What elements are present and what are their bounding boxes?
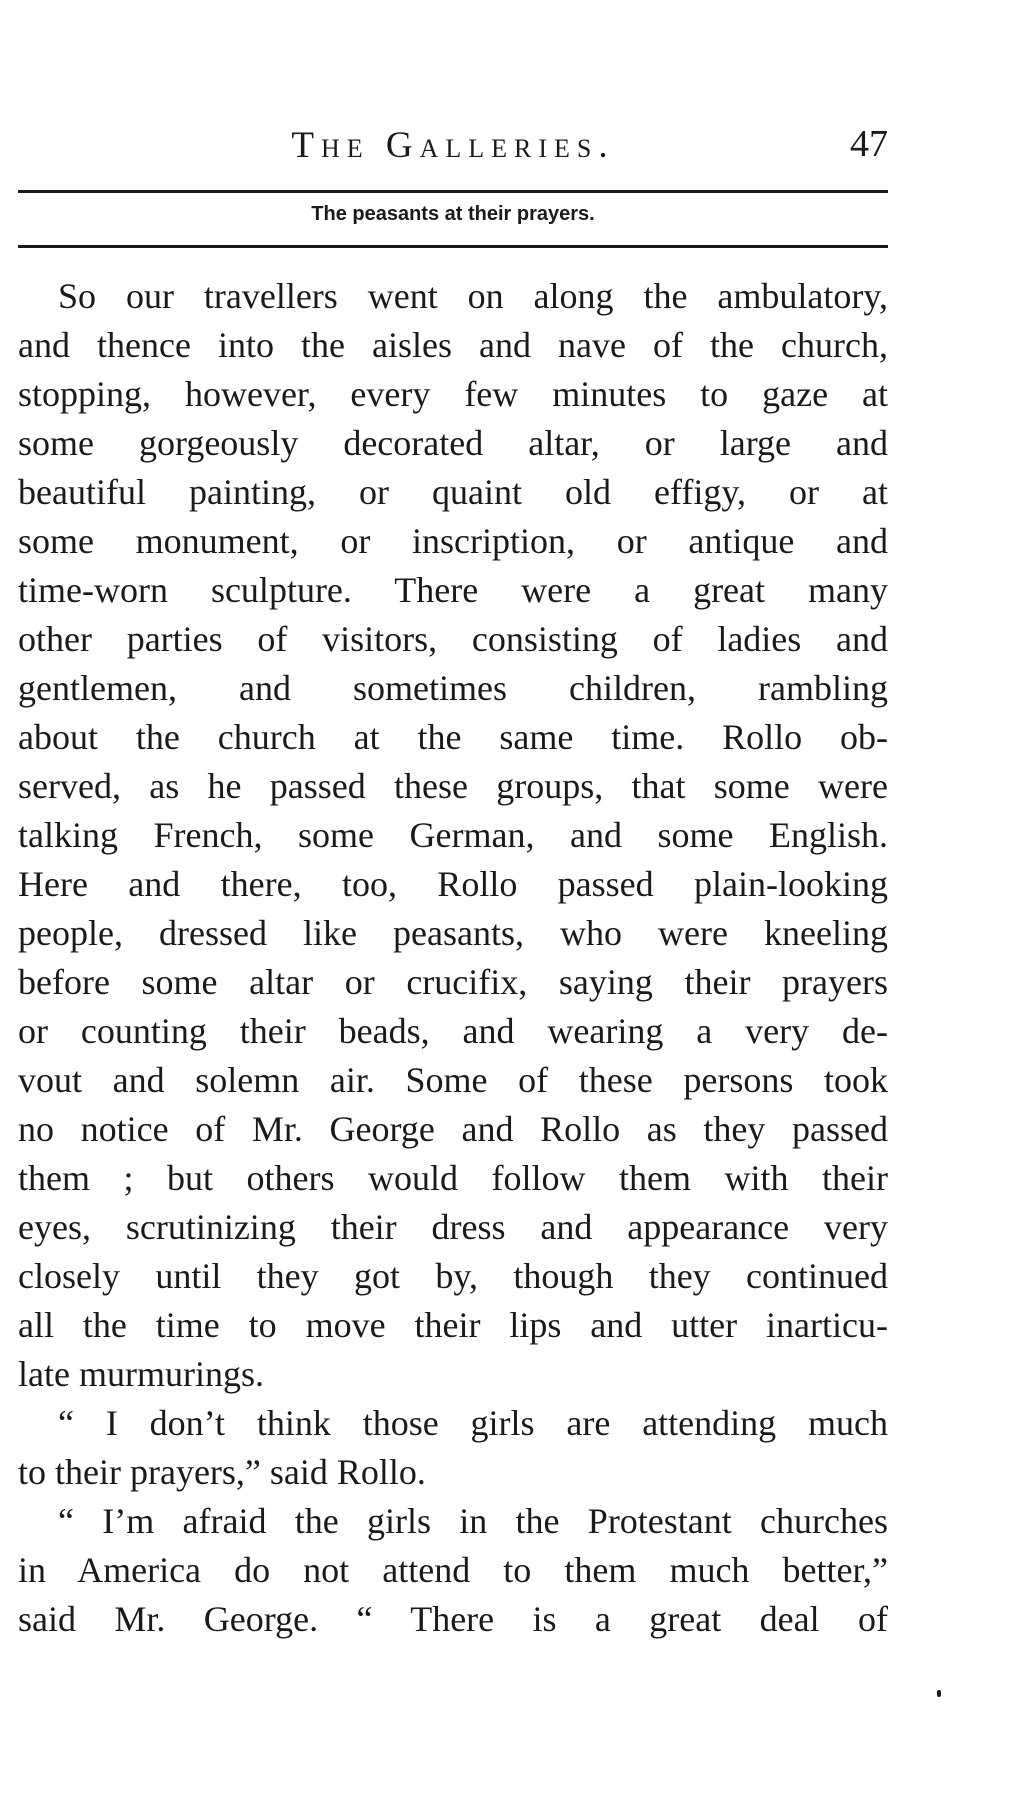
paragraph-2	[18, 1399, 888, 1497]
body-text	[18, 272, 888, 1644]
text-line: some gorgeously decorated altar, or large and	[18, 423, 888, 463]
text-line: late murmurings.	[18, 1354, 264, 1394]
text-line: other parties of visitors, consisting of ladies and	[18, 619, 888, 659]
text-line: people, dressed like peasants, who were kneeling	[18, 913, 888, 953]
text-line: So our travellers went on along the ambulatory,	[58, 276, 888, 316]
paragraph-1	[18, 272, 888, 1399]
ink-speck	[937, 1690, 941, 1697]
text-line: before some altar or crucifix, saying their prayers	[18, 962, 888, 1002]
text-line: beautiful painting, or quaint old effigy, or at	[18, 472, 888, 512]
text-line: eyes, scrutinizing their dress and appearance very	[18, 1207, 888, 1247]
text-line: or counting their beads, and wearing a very de-	[18, 1011, 888, 1051]
text-line: closely until they got by, though they continued	[18, 1256, 888, 1296]
text-line: “ I’m afraid the girls in the Protestant churches	[58, 1501, 888, 1541]
text-line: Here and there, too, Rollo passed plain-looking	[18, 864, 888, 904]
text-line: no notice of Mr. George and Rollo as they passed	[18, 1109, 888, 1149]
text-line: all the time to move their lips and utter inarticu-	[18, 1305, 888, 1345]
running-head	[18, 122, 888, 172]
page-number: 47	[850, 123, 888, 165]
text-line: and thence into the aisles and nave of the church,	[18, 325, 888, 365]
text-line: stopping, however, every few minutes to gaze at	[18, 374, 888, 414]
text-line: vout and solemn air. Some of these persons took	[18, 1060, 888, 1100]
header-rule-top	[18, 190, 888, 193]
text-line: talking French, some German, and some English.	[18, 815, 888, 855]
text-line: “ I don’t think those girls are attending much	[58, 1403, 888, 1443]
book-page	[18, 0, 888, 1793]
text-line: them ; but others would follow them with their	[18, 1158, 888, 1198]
text-line: said Mr. George. “ There is a great deal of	[18, 1599, 888, 1639]
text-line: some monument, or inscription, or antique and	[18, 521, 888, 561]
text-line: about the church at the same time. Rollo ob-	[18, 717, 888, 757]
text-line: time-worn sculpture. There were a great many	[18, 570, 888, 610]
running-title: The Galleries.	[291, 125, 615, 166]
text-line: in America do not attend to them much better,”	[18, 1550, 888, 1590]
section-subhead: The peasants at their prayers.	[311, 203, 595, 225]
paragraph-3	[18, 1497, 888, 1644]
header-rule-bottom	[18, 245, 888, 248]
text-line: served, as he passed these groups, that some were	[18, 766, 888, 806]
text-line: to their prayers,” said Rollo.	[18, 1452, 426, 1492]
text-line: gentlemen, and sometimes children, rambling	[18, 668, 888, 708]
